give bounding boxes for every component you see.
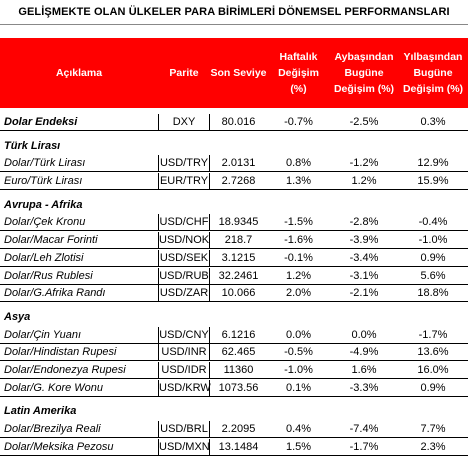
cell-weekly: 1.5% — [267, 439, 330, 456]
cell-desc: Dolar/Meksika Pezosu — [0, 439, 158, 456]
cell-last: 2.2095 — [210, 421, 267, 438]
cell-weekly: -0.1% — [267, 250, 330, 267]
table-row — [0, 173, 468, 191]
table-title: GELİŞMEKTE OLAN ÜLKELER PARA BİRİMLERİ DÖNEMSEL PERFORMANSLARI — [0, 0, 468, 25]
cell-last: 10.066 — [210, 285, 267, 302]
cell-pair: USD/INR — [158, 344, 210, 361]
cell-mtd: -3.9% — [330, 232, 398, 249]
table-row — [0, 214, 468, 232]
cell-last: 62.465 — [210, 344, 267, 361]
cell-desc: Dolar/G. Kore Wonu — [0, 380, 158, 397]
cell-ytd: 13.6% — [398, 344, 468, 361]
cell-last: 2.7268 — [210, 173, 267, 190]
cell-mtd: -3.4% — [330, 250, 398, 267]
cell-desc: Dolar/Rus Rublesi — [0, 268, 158, 285]
cell-mtd: -2.1% — [330, 285, 398, 302]
group-title: Avrupa - Afrika — [4, 198, 83, 211]
cell-pair: EUR/TRY — [158, 173, 210, 190]
cell-ytd: 7.7% — [398, 421, 468, 438]
cell-pair: USD/CNY — [158, 327, 210, 344]
cell-desc: Dolar/Brezilya Reali — [0, 421, 158, 438]
cell-desc: Dolar/Türk Lirası — [0, 155, 158, 172]
cell-desc: Euro/Türk Lirası — [0, 173, 158, 190]
cell-ytd: 16.0% — [398, 362, 468, 379]
cell-last: 13.1484 — [210, 439, 267, 456]
cell-desc: Dolar/Endonezya Rupesi — [0, 362, 158, 379]
cell-desc: Dolar/G.Afrika Randı — [0, 285, 158, 302]
cell-mtd: -4.9% — [330, 344, 398, 361]
cell-pair: USD/MXN — [158, 439, 210, 456]
cell-weekly: -1.5% — [267, 214, 330, 231]
header-last-level: Son Seviye — [210, 67, 267, 79]
cell-mtd: -2.8% — [330, 214, 398, 231]
cell-last: 3.1215 — [210, 250, 267, 267]
header-mtd-change: Aybaşından Bugüne Değişim (%) — [333, 51, 395, 95]
cell-mtd: 1.2% — [330, 173, 398, 190]
cell-weekly: 1.2% — [267, 268, 330, 285]
cell-pair: USD/IDR — [158, 362, 210, 379]
cell-last: 218.7 — [210, 232, 267, 249]
table-row — [0, 439, 468, 456]
cell-desc: Dolar/Çin Yuanı — [0, 327, 158, 344]
cell-pair: USD/CHF — [158, 214, 210, 231]
cell-weekly: 1.3% — [267, 173, 330, 190]
cell-ytd: 5.6% — [398, 268, 468, 285]
cell-weekly: 2.0% — [267, 285, 330, 302]
cell-pair: USD/RUB — [158, 268, 210, 285]
cell-weekly: -1.0% — [267, 362, 330, 379]
cell-pair: USD/ZAR — [158, 285, 210, 302]
table-row — [0, 344, 468, 362]
cell-last: 80.016 — [210, 114, 267, 131]
cell-pair: DXY — [158, 114, 210, 131]
cell-weekly: 0.4% — [267, 421, 330, 438]
cell-pair: USD/BRL — [158, 421, 210, 438]
cell-ytd: 18.8% — [398, 285, 468, 302]
cell-ytd: -1.0% — [398, 232, 468, 249]
cell-ytd: 0.9% — [398, 250, 468, 267]
table-row — [0, 421, 468, 439]
cell-weekly: 0.8% — [267, 155, 330, 172]
table-row — [0, 362, 468, 380]
cell-pair: USD/SEK — [158, 250, 210, 267]
header-weekly-change: Haftalık Değişim (%) — [278, 51, 319, 95]
table-row — [0, 285, 468, 303]
table-row — [0, 232, 468, 250]
cell-mtd: -1.2% — [330, 155, 398, 172]
cell-desc: Dolar/Macar Forinti — [0, 232, 158, 249]
cell-weekly: -0.7% — [267, 114, 330, 131]
cell-last: 2.0131 — [210, 155, 267, 172]
cell-weekly: -1.6% — [267, 232, 330, 249]
cell-ytd: 15.9% — [398, 173, 468, 190]
cell-desc: Dolar/Çek Kronu — [0, 214, 158, 231]
cell-last: 1073.56 — [210, 380, 267, 397]
table-row — [0, 155, 468, 173]
cell-mtd: -2.5% — [330, 114, 398, 131]
cell-desc: Dolar/Hindistan Rupesi — [0, 344, 158, 361]
table-row — [0, 380, 468, 398]
cell-pair: USD/KRW — [158, 380, 210, 397]
table-row — [0, 327, 468, 345]
cell-desc: Dolar Endeksi — [0, 114, 158, 131]
cell-last: 11360 — [210, 362, 267, 379]
group-header-row — [0, 403, 468, 421]
cell-weekly: -0.5% — [267, 344, 330, 361]
group-header-row — [0, 197, 468, 215]
cell-desc: Dolar/Leh Zlotisi — [0, 250, 158, 267]
header-ytd-change: Yılbaşından Bugüne Değişim (%) — [402, 51, 464, 95]
table-row — [0, 250, 468, 268]
table-row — [0, 114, 468, 132]
header-pair: Parite — [169, 67, 199, 79]
cell-mtd: 0.0% — [330, 327, 398, 344]
table-header — [0, 38, 468, 108]
cell-weekly: 0.0% — [267, 327, 330, 344]
cell-ytd: -1.7% — [398, 327, 468, 344]
group-title: Türk Lirası — [4, 139, 61, 152]
header-description: Açıklama — [55, 67, 103, 79]
cell-last: 18.9345 — [210, 214, 267, 231]
cell-mtd: -1.7% — [330, 439, 398, 456]
cell-mtd: -3.1% — [330, 268, 398, 285]
cell-ytd: 2.3% — [398, 439, 468, 456]
group-title: Asya — [4, 310, 31, 323]
cell-mtd: -3.3% — [330, 380, 398, 397]
table-body — [0, 108, 468, 456]
cell-ytd: 0.9% — [398, 380, 468, 397]
cell-last: 6.1216 — [210, 327, 267, 344]
cell-weekly: 0.1% — [267, 380, 330, 397]
cell-pair: USD/TRY — [158, 155, 210, 172]
group-header-row — [0, 309, 468, 327]
cell-mtd: 1.6% — [330, 362, 398, 379]
group-title: Latin Amerika — [4, 405, 77, 418]
cell-mtd: -7.4% — [330, 421, 398, 438]
cell-ytd: 0.3% — [398, 114, 468, 131]
group-header-row — [0, 138, 468, 156]
cell-last: 32.2461 — [210, 268, 267, 285]
cell-pair: USD/NOK — [158, 232, 210, 249]
cell-ytd: 12.9% — [398, 155, 468, 172]
cell-ytd: -0.4% — [398, 214, 468, 231]
table-row — [0, 268, 468, 286]
